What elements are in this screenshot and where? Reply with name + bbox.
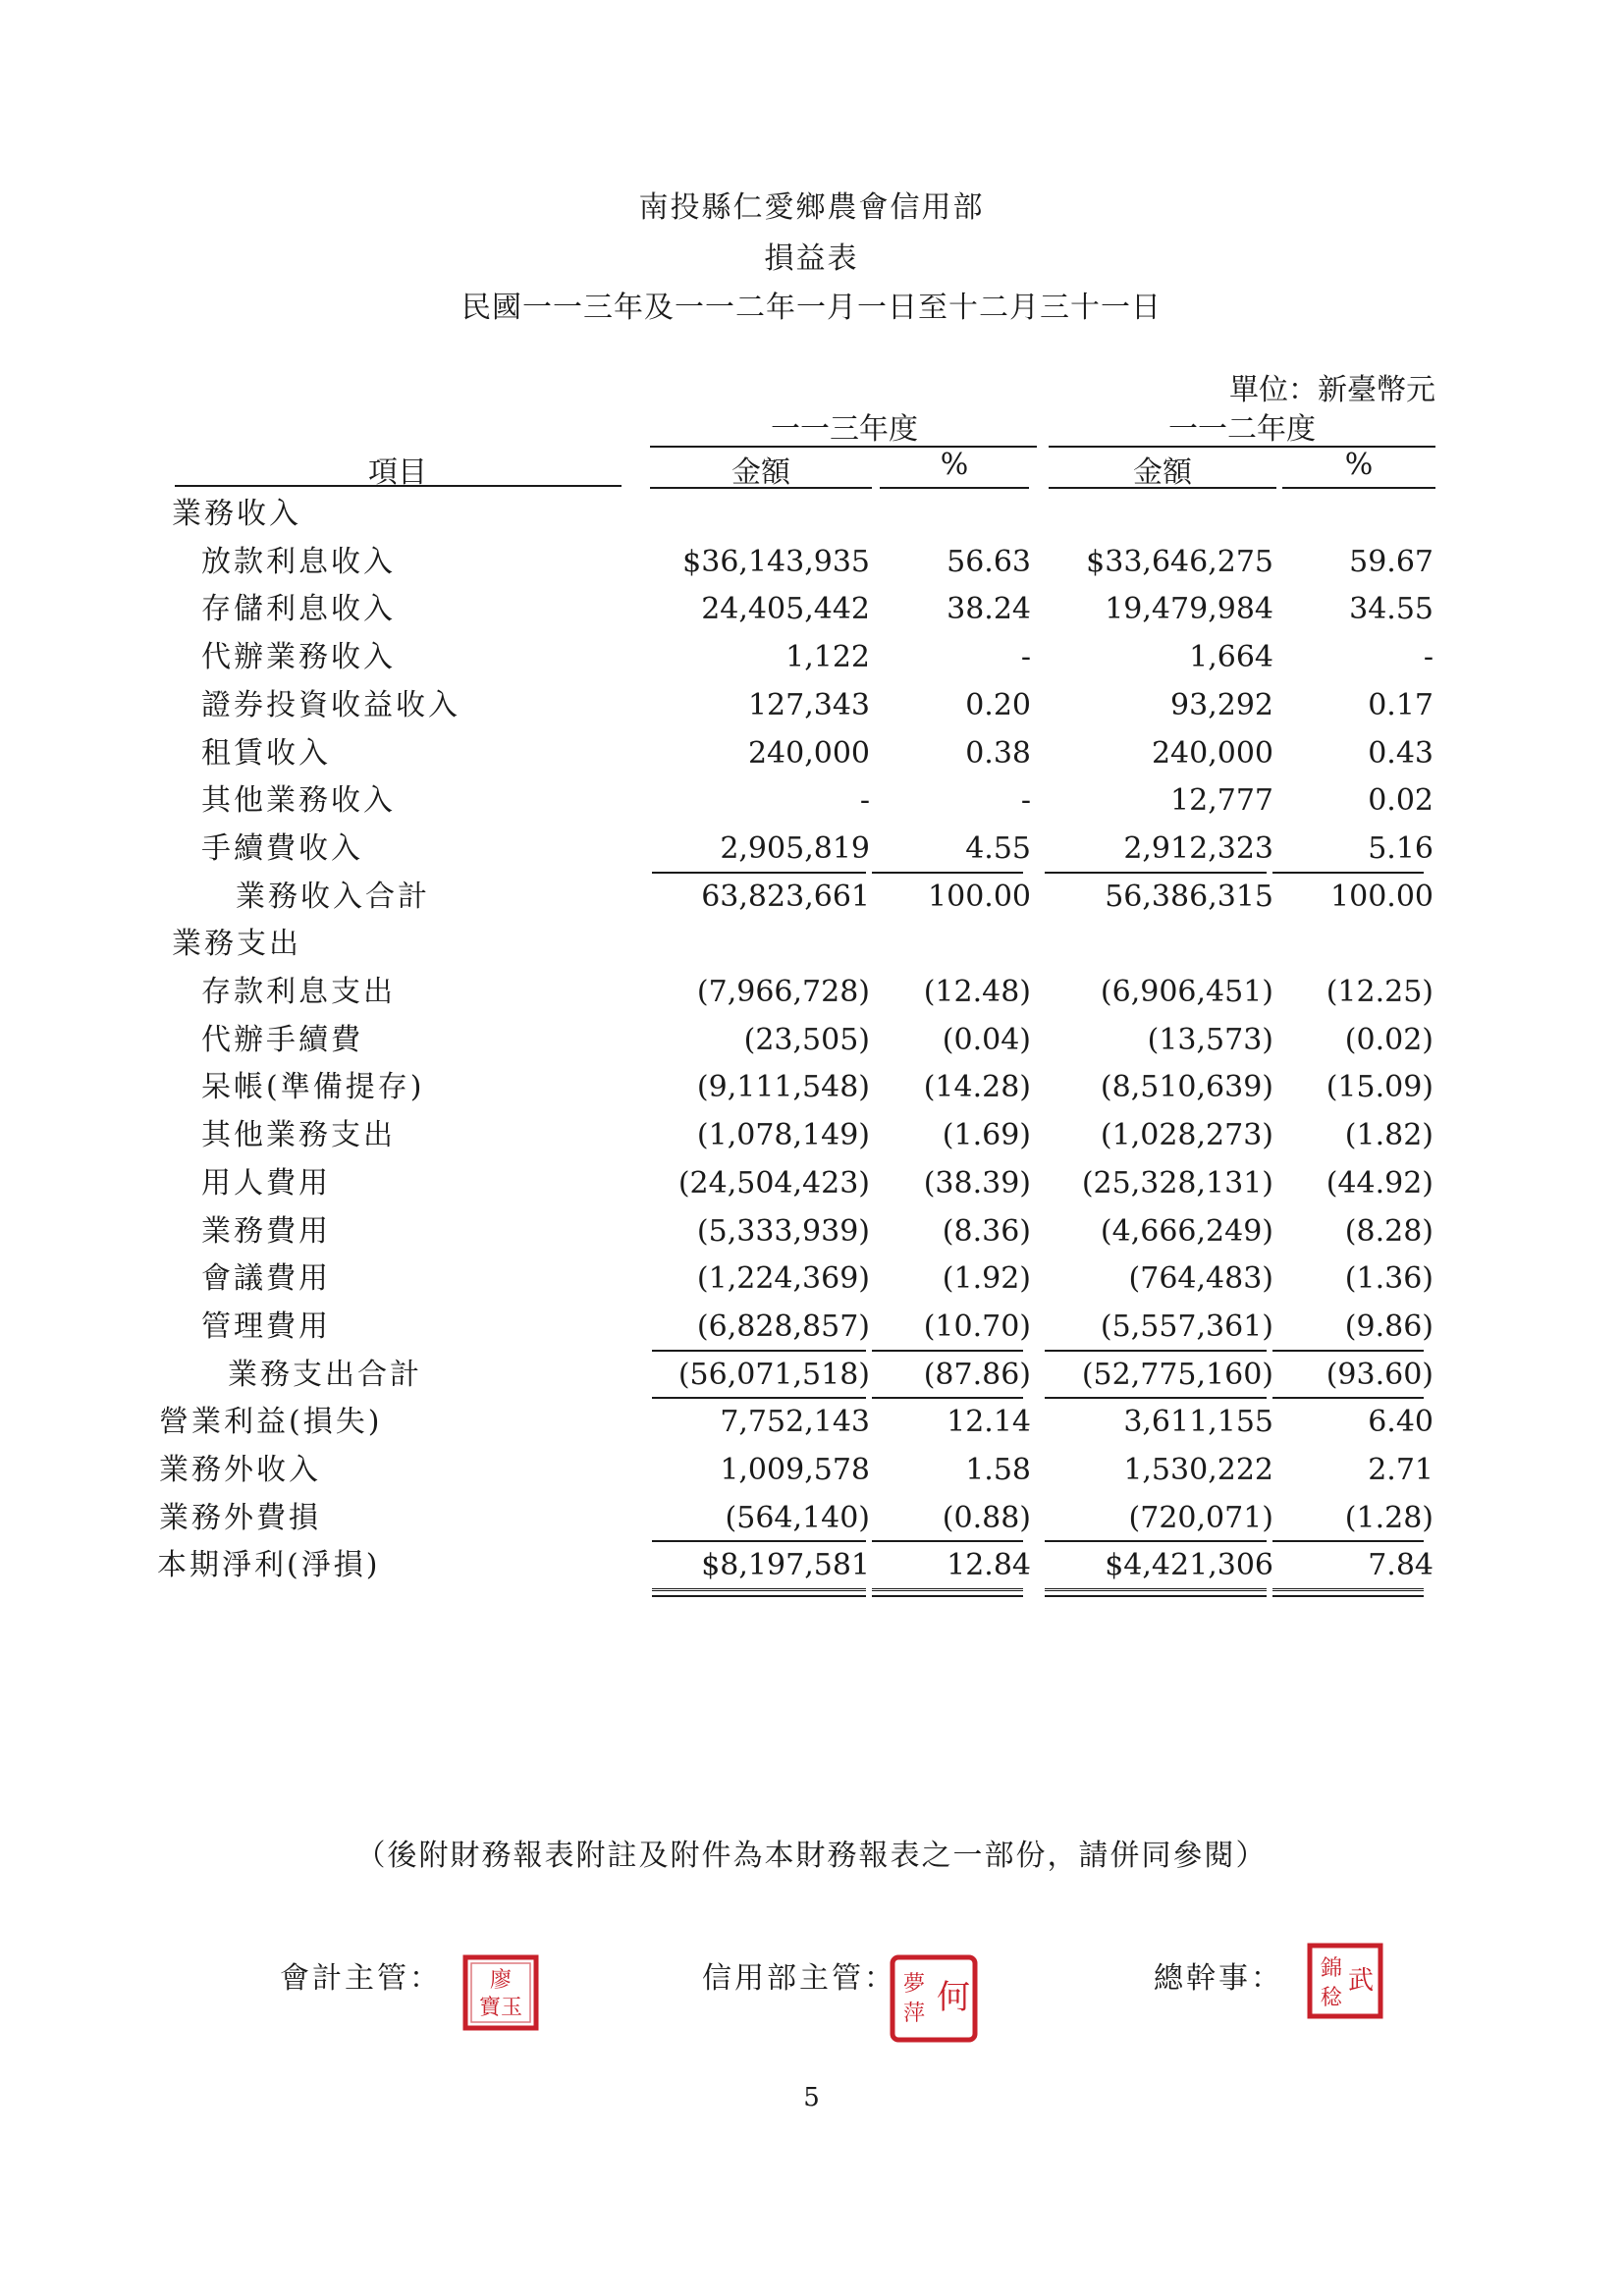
percent-113-cell: 12.84 — [947, 1548, 1031, 1583]
row-label: 手續費收入 — [201, 830, 363, 866]
percent-112-cell — [1276, 495, 1434, 534]
amount-112-cell: (6,906,451) — [1100, 975, 1273, 1009]
amount-113-cell: (5,333,939) — [696, 1213, 870, 1249]
header-underline — [175, 485, 622, 487]
svg-text:錦: 錦 — [1320, 1956, 1343, 1981]
amount-113-cell: (56,071,518) — [677, 1357, 870, 1392]
amount-113-cell: (6,828,857) — [696, 1308, 870, 1344]
amount-112-cell: (764,483) — [1128, 1261, 1273, 1297]
amount-113-cell: 127,343 — [747, 687, 870, 722]
table-row — [0, 874, 1623, 921]
amount-113-cell: 2,905,819 — [720, 830, 870, 866]
percent-112-cell: 0.02 — [1368, 783, 1434, 819]
row-label: 其他業務收入 — [201, 783, 396, 819]
percent-113-cell: (38.39) — [923, 1165, 1031, 1201]
row-label: 存款利息支出 — [201, 975, 396, 1009]
percent-113-cell: (14.28) — [923, 1070, 1031, 1105]
page-number: 5 — [803, 2083, 820, 2112]
organization-title: 南投縣仁愛鄉農會信用部 — [638, 190, 985, 225]
manager-seal-icon — [1306, 1942, 1384, 2020]
table-row — [0, 730, 1623, 777]
table-row — [0, 1304, 1623, 1351]
percent-112-cell: 6.40 — [1368, 1405, 1434, 1440]
header-underline — [1049, 487, 1276, 489]
percent-112-cell: 59.67 — [1349, 544, 1434, 579]
credit-head-label: 信用部主管： — [702, 1961, 896, 1996]
amount-112-cell: (52,775,160) — [1081, 1357, 1273, 1392]
table-row — [0, 539, 1623, 586]
amount-113-cell — [648, 925, 870, 964]
header-underline — [1282, 487, 1435, 489]
table-row — [0, 1017, 1623, 1064]
amount-113-cell: 1,122 — [785, 640, 870, 675]
header-underline — [880, 487, 1029, 489]
percent-113-cell: 100.00 — [928, 879, 1031, 914]
percent-112-cell: (12.25) — [1325, 975, 1434, 1009]
credit-seal-icon — [889, 1953, 979, 2044]
accounting-seal-icon — [461, 1953, 540, 2032]
percent-112-cell: (1.36) — [1344, 1261, 1434, 1297]
amount-113-cell: 24,405,442 — [701, 592, 870, 627]
svg-text:稔: 稔 — [1320, 1986, 1343, 2010]
row-label: 管理費用 — [201, 1308, 331, 1344]
amount-113-cell: (1,078,149) — [696, 1118, 870, 1153]
percent-112-cell: (15.09) — [1325, 1070, 1434, 1105]
row-label: 業務外費損 — [159, 1500, 321, 1535]
percent-113-cell: 12.14 — [947, 1405, 1031, 1440]
row-label: 業務收入合計 — [236, 879, 430, 914]
row-label: 業務收入 — [172, 497, 301, 531]
amount-112-cell: (720,071) — [1128, 1500, 1273, 1535]
amount-112-cell — [1046, 925, 1273, 964]
amount-113-cell: - — [859, 783, 870, 819]
total-double-underline — [652, 1588, 866, 1597]
amount-113-cell: (24,504,423) — [677, 1165, 870, 1201]
item-column-header: 項目 — [368, 455, 427, 490]
table-row — [0, 1064, 1623, 1111]
amount-112-cell: 1,664 — [1189, 640, 1273, 675]
percent-113-cell: (10.70) — [923, 1308, 1031, 1344]
amount-112-cell: (13,573) — [1147, 1022, 1273, 1057]
percent-112-cell: (8.28) — [1344, 1213, 1434, 1249]
table-row — [0, 826, 1623, 873]
row-label: 證券投資收益收入 — [201, 687, 460, 722]
table-row — [0, 1399, 1623, 1446]
row-label: 其他業務支出 — [201, 1118, 396, 1153]
percent-112-cell: 7.84 — [1368, 1548, 1434, 1583]
percent-112-cell: 34.55 — [1349, 592, 1434, 627]
percent-112-cell: (93.60) — [1325, 1357, 1434, 1392]
amount-112-cell: $33,646,275 — [1086, 544, 1273, 579]
percent-113-cell: 0.38 — [965, 735, 1031, 771]
row-label: 業務支出合計 — [228, 1357, 422, 1392]
amount-112-cell: 240,000 — [1151, 735, 1273, 771]
row-label: 業務外收入 — [159, 1453, 321, 1487]
table-row — [0, 1112, 1623, 1159]
svg-text:何: 何 — [937, 1978, 970, 2017]
percent-113-cell: (12.48) — [923, 975, 1031, 1009]
percent-113-cell: 4.55 — [965, 830, 1031, 866]
percent-113-cell: (87.86) — [923, 1357, 1031, 1392]
row-label: 代辦業務收入 — [201, 640, 396, 675]
percent-113-cell: 56.63 — [947, 544, 1031, 579]
amount-113-cell: $8,197,581 — [701, 1548, 870, 1583]
amount-113-cell: (1,224,369) — [696, 1261, 870, 1297]
amount-112-cell: (4,666,249) — [1100, 1213, 1273, 1249]
percent-113-cell: 38.24 — [947, 592, 1031, 627]
table-row — [0, 921, 1623, 968]
table-row — [0, 682, 1623, 729]
amount-113-cell: 63,823,661 — [701, 879, 870, 914]
percent-112-cell: 0.17 — [1368, 687, 1434, 722]
percent-112-cell: (1.82) — [1344, 1118, 1434, 1153]
amount-113-cell: 240,000 — [747, 735, 870, 771]
amount-112-cell: 19,479,984 — [1105, 592, 1273, 627]
percent-112-cell: 100.00 — [1330, 879, 1434, 914]
percent-113-cell: 1.58 — [965, 1453, 1031, 1487]
row-label: 業務支出 — [172, 927, 301, 962]
amount-112-cell: $4,421,306 — [1105, 1548, 1273, 1583]
table-row — [0, 1208, 1623, 1255]
percent-112-cell — [1276, 925, 1434, 964]
general-manager-label: 總幹事： — [1154, 1961, 1283, 1996]
amount-113-cell: (564,140) — [725, 1500, 870, 1535]
amount-112-cell: (5,557,361) — [1100, 1308, 1273, 1344]
amount-112-cell — [1046, 495, 1273, 534]
row-label: 代辦手續費 — [201, 1022, 363, 1057]
percent-112-cell: 5.16 — [1368, 830, 1434, 866]
currency-unit: 單位：新臺幣元 — [1229, 373, 1435, 407]
percent-113-cell: - — [1020, 783, 1031, 819]
row-label: 會議費用 — [201, 1261, 331, 1297]
year-header-112: 一一二年度 — [1168, 412, 1316, 447]
table-row — [0, 491, 1623, 538]
row-label: 存儲利息收入 — [201, 592, 396, 627]
statement-period: 民國一一三年及一一二年一月一日至十二月三十一日 — [461, 291, 1162, 325]
table-row — [0, 969, 1623, 1016]
row-label: 業務費用 — [201, 1213, 331, 1249]
footnote: （後附財務報表附註及附件為本財務報表之一部份，請併同參閱） — [355, 1839, 1268, 1873]
year-header-113: 一一三年度 — [771, 412, 918, 447]
table-row — [0, 1255, 1623, 1303]
percent-112-cell: (44.92) — [1325, 1165, 1434, 1201]
amount-header-112: 金額 — [1133, 455, 1192, 490]
table-row — [0, 1447, 1623, 1494]
percent-112-cell: - — [1423, 640, 1434, 675]
svg-text:萍: 萍 — [902, 2002, 926, 2026]
amount-113-cell: 1,009,578 — [720, 1453, 870, 1487]
amount-113-cell: (9,111,548) — [696, 1070, 870, 1105]
row-label: 營業利益(損失) — [159, 1405, 383, 1440]
accounting-head-label: 會計主管： — [280, 1961, 442, 1996]
percent-112-cell: (1.28) — [1344, 1500, 1434, 1535]
table-row — [0, 634, 1623, 681]
table-row — [0, 586, 1623, 633]
amount-112-cell: 12,777 — [1170, 783, 1273, 819]
percent-112-cell: 2.71 — [1368, 1453, 1434, 1487]
amount-113-cell — [648, 495, 870, 534]
amount-112-cell: 93,292 — [1170, 687, 1273, 722]
amount-header-113: 金額 — [731, 455, 790, 490]
table-row — [0, 1495, 1623, 1542]
table-row — [0, 777, 1623, 825]
percent-113-cell: - — [1020, 640, 1031, 675]
total-double-underline — [872, 1588, 1023, 1597]
svg-text:寶玉: 寶玉 — [478, 1996, 523, 2020]
header-underline — [650, 487, 872, 489]
row-label: 用人費用 — [201, 1165, 331, 1201]
amount-113-cell: (7,966,728) — [696, 975, 870, 1009]
table-row — [0, 1542, 1623, 1589]
percent-113-cell — [872, 495, 1031, 534]
percent-header-113: % — [940, 448, 969, 482]
amount-113-cell: $36,143,935 — [682, 544, 870, 579]
table-row — [0, 1352, 1623, 1399]
percent-113-cell: 0.20 — [965, 687, 1031, 722]
percent-113-cell: (0.88) — [942, 1500, 1031, 1535]
svg-text:夢: 夢 — [902, 1972, 926, 1997]
statement-title: 損益表 — [764, 241, 859, 276]
amount-112-cell: (1,028,273) — [1100, 1118, 1273, 1153]
row-label: 租賃收入 — [201, 735, 331, 771]
amount-112-cell: (8,510,639) — [1100, 1070, 1273, 1105]
row-label: 本期淨利(淨損) — [157, 1548, 381, 1583]
percent-113-cell — [872, 925, 1031, 964]
percent-112-cell: 0.43 — [1368, 735, 1434, 771]
amount-113-cell: 7,752,143 — [720, 1405, 870, 1440]
percent-113-cell: (1.69) — [942, 1118, 1031, 1153]
amount-112-cell: 1,530,222 — [1123, 1453, 1273, 1487]
total-double-underline — [1045, 1588, 1267, 1597]
percent-113-cell: (0.04) — [942, 1022, 1031, 1057]
row-label: 放款利息收入 — [201, 544, 396, 579]
svg-text:廖: 廖 — [489, 1968, 513, 1993]
amount-113-cell: (23,505) — [743, 1022, 870, 1057]
total-double-underline — [1272, 1588, 1424, 1597]
svg-text:武: 武 — [1347, 1966, 1375, 1996]
percent-113-cell: (8.36) — [942, 1213, 1031, 1249]
row-label: 呆帳(準備提存) — [201, 1070, 425, 1105]
amount-112-cell: 56,386,315 — [1105, 879, 1273, 914]
amount-112-cell: 2,912,323 — [1123, 830, 1273, 866]
percent-header-112: % — [1344, 448, 1374, 482]
percent-112-cell: (9.86) — [1344, 1308, 1434, 1344]
percent-113-cell: (1.92) — [942, 1261, 1031, 1297]
amount-112-cell: 3,611,155 — [1123, 1405, 1273, 1440]
table-row — [0, 1160, 1623, 1207]
amount-112-cell: (25,328,131) — [1081, 1165, 1273, 1201]
percent-112-cell: (0.02) — [1344, 1022, 1434, 1057]
